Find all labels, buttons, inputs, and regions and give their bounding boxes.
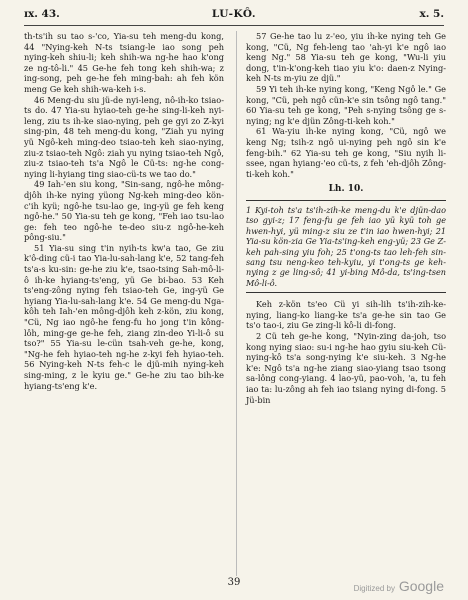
paragraph: 2 Cü teh ge-he kong, "Nyin-zing da-joh, tso kong nying siao: su-i ng-he hao gyiu siu-keh Cü-nying-kô ts'a song-nying k'e siu-keh. 3 Ng-he k'e: Ngô ts'a ng-he ziang siao-yiang tsao tsong sa-lông cong-yiang. 4 lao-yü, pao-voh, 'a, tu feh iao ta: lu-zông ah feh iao tsiang nying di-fong. 5 Jü-bin xyxy=(246,330,446,405)
watermark-prefix: Digitized by xyxy=(353,584,395,593)
header-right-reference: x. 5. xyxy=(419,8,444,20)
paragraph: 46 Meng-du siu jü-de nyi-leng, nô-ih-ko tsiao-ts do. 47 Yia-su hyiao-teh ge-he sing-li-keh nyi-leng, ziu ts ih-ke siao-nying, peh ge gyi zo Z-kyi sing-pin, 48 teh meng-du kong, "Ziah yu nying yü Ngô-keh ming-deo tsiao-teh keh siao-nying, ziu-z tsiao-teh Ngô: ziah yu nying tsiao-teh Ngô, ziu-z tsiao-teh ts'a Ngô le Cü-ts: ng-he cong-nying li-hyiang ting siao-cü-ts we tao do." xyxy=(24,94,224,179)
chapter-heading: Lh. 10. xyxy=(328,184,364,195)
chapter-summary: 1 Kyi-toh ts'a ts'ih-zih-ke meng-du k'e djün-dao tso gyi-z; 17 feng-fu ge feh iao yü kyü toh ge hwen-hyi, yü ming-z siu ze t'in iao hwen-hyi; 21 Yia-su kön-zia Ge Yia-ts'ing-keh eng-yü; 23 Ge Z-keh pah-sing yiu foh; 25 t'ong-ts tao leh-feh sin-sang tsu neng-keo teh-kyiu, yi t'ong-ts ge keh-nying z ge ling-sô; 41 yi-bing Mô-da, ts'ing-tsen Mô-li-ô. xyxy=(246,200,446,293)
right-text-column xyxy=(246,31,446,405)
paragraph: 61 Wa-yiu ih-ke nying kong, "Cü, ngô we keng Ng; tsih-z ngô ui-nying peh ngô sin k'e feng-bih." 62 Yia-su teh ge kong, "Siu nyih li-ssee, ngan hyiang-'eo cü-ts, z feh 'eh-djôh Zông-ti-keh koh." xyxy=(246,126,446,179)
header-left-reference: ɪx. 43. xyxy=(24,8,60,20)
page-number: 39 xyxy=(227,577,241,588)
paragraph: 59 Yi teh ih-ke nying kong, "Keng Ngô le." Ge kong, "Cü, peh ngô cün-k'e sin tsông ngô tang." 60 Yia-su teh ge kong, "Peh s-nying tsông ge s-nying; ng k'e djün Zông-ti-keh koh." xyxy=(246,83,446,126)
paragraph: 57 Ge-he tao lu z-'eo, yiu ih-ke nying teh Ge kong, "Cü, Ng feh-leng tao 'ah-yi k'e ngô iao keng Ng." 58 Yia-su teh ge kong, "Wu-li yiu dong, t'in-k'ong-keh tiao yiu k'o: daen-z Nying-keh N-ts m-yiu ze djü." xyxy=(246,31,446,84)
paragraph: th-ts'ih su tao s-'co, Yia-su teh meng-du kong, 44 "Nying-keh N-ts tsiang-le iao song peh nying-keh shiu-li; keh shih-wa ng-he hao k'ong ze ng-tô-li." 45 Ge-he feh tong keh shih-wa; z ing-song, peh ge-he feh ming-bah: ah feh kön meng Ge keh shih-wa-keh i-s. xyxy=(24,31,224,94)
google-logo-text: Google xyxy=(398,578,444,594)
column-divider xyxy=(236,31,237,576)
paragraph: 49 Iah-'en siu kong, "Sin-sang, ngô-he mông-djôh ih-ke nying yüong Ng-keh ming-deo kön-c'ih kyü; ngô-he tsu-lao ge, ing-yü ge feh keng ngô-he." 50 Yia-su teh ge kong, "Feh iao tsu-lao ge: feh teo ngô-he te-deo siu-z ngô-he-keh pông-siu." xyxy=(24,179,224,243)
paragraph: 51 Yia-su sing t'in nyih-ts kw'a tao, Ge ziu k'ô-ding cü-i tao Yia-lu-sah-lang k'e, 52 tang-feh ts'a-s ku-sin: ge-he ziu k'e, tsao-tsing Sah-mô-li-ô ih-ke hyiang-ts'eng, yü Ge bi-bao. 53 Keh ts'eng-zông nying feh tsiao-teh Ge, ing-yü Ge hyiang Yia-lu-sah-lang k'e. 54 Ge meng-du Nga-kôh teh Iah-'en mông-djôh keh z-kön, ziu kong, "Cü, Ng iao ngô-he feng-fu ho jong t'in kông-lôh, ming-ge ge-he feh, ziang zin-deo Yi-li-ô su tso?" 55 Yia-su le-cün tsah-veh ge-he, kong, "Ng-he feh hyiao-teh ng-he z-kyi feh hyiao-teh. 56 Nying-keh N-ts feh-c le djü-mih nying-keh sing-ming, z le kyiu ge." Ge-he ziu tao bih-ke hyiang-ts'eng k'e. xyxy=(24,242,224,391)
header-book-title: LU-KÔ. xyxy=(211,8,257,20)
header-rule xyxy=(24,25,444,26)
paragraph: Keh z-kön ts'eo Cü yi sih-lih ts'ih-zih-ke-nying, liang-ko liang-ke ts'a ge-he sin tao Ge ts'o tao-i, ziu Ge zing-li kô-li di-fong. xyxy=(246,299,446,331)
digitization-watermark xyxy=(354,578,444,594)
running-header xyxy=(24,8,444,24)
left-text-column xyxy=(24,31,224,391)
